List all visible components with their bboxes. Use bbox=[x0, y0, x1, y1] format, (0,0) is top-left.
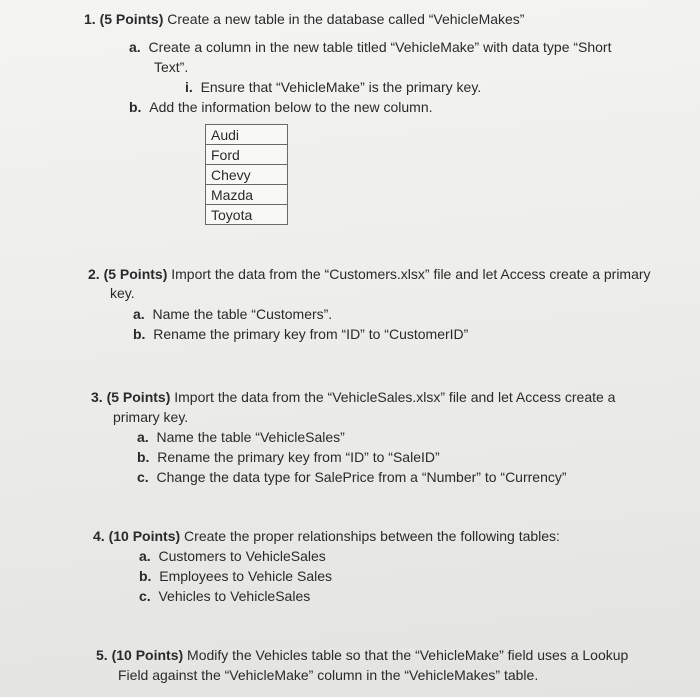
q2-continuation: key. bbox=[110, 285, 135, 301]
q3-continuation: primary key. bbox=[113, 409, 189, 425]
q3a-item bbox=[137, 428, 345, 446]
q3-points: (5 Points) bbox=[106, 389, 171, 405]
q2-text-1: Import the data from the “Customers.xlsx” file and let Access create a primary bbox=[167, 266, 651, 282]
q5-continuation: Field against the “VehicleMake” column in the “VehicleMakes” table. bbox=[118, 667, 539, 683]
q1b-letter: b. bbox=[129, 99, 142, 115]
q3b-letter: b. bbox=[137, 449, 150, 465]
q2-points: (5 Points) bbox=[103, 266, 168, 282]
q2b-item bbox=[133, 325, 468, 343]
q2-heading bbox=[88, 265, 651, 283]
q1a-item bbox=[129, 38, 612, 56]
q4c-letter: c. bbox=[139, 588, 151, 604]
table-cell: Chevy bbox=[206, 165, 288, 185]
q4c-text: Vehicles to VehicleSales bbox=[158, 588, 311, 604]
table-row bbox=[206, 185, 288, 205]
q2-number: 2. bbox=[88, 266, 100, 282]
q2b-letter: b. bbox=[133, 326, 146, 342]
q4-text: Create the proper relationships between the following tables: bbox=[180, 528, 560, 544]
q1b-text: Add the information below to the new column. bbox=[149, 99, 433, 115]
q1ai-text: Ensure that “VehicleMake” is the primary key. bbox=[200, 79, 482, 95]
table-cell: Audi bbox=[206, 125, 288, 145]
q4b-letter: b. bbox=[139, 568, 152, 584]
q2a-item bbox=[133, 305, 332, 323]
q1-heading bbox=[84, 10, 524, 28]
table-cell: Ford bbox=[206, 145, 288, 165]
q5-heading bbox=[96, 646, 628, 664]
q2b-text: Rename the primary key from “ID” to “CustomerID” bbox=[153, 326, 469, 342]
q1b-item bbox=[129, 98, 433, 116]
q4c-item bbox=[139, 587, 310, 605]
q4a-item bbox=[139, 547, 326, 565]
q3-text-1: Import the data from the “VehicleSales.xlsx” file and let Access create a bbox=[170, 389, 616, 405]
q5-points: (10 Points) bbox=[111, 647, 184, 663]
q4b-text: Employees to Vehicle Sales bbox=[159, 568, 332, 584]
q1ai-item bbox=[185, 78, 481, 96]
q3c-letter: c. bbox=[137, 469, 149, 485]
q1ai-letter: i. bbox=[185, 79, 193, 95]
q2a-letter: a. bbox=[133, 306, 145, 322]
q3c-text: Change the data type for SalePrice from a “Number” to “Currency” bbox=[156, 469, 567, 485]
table-row bbox=[206, 165, 288, 185]
q2a-text: Name the table “Customers”. bbox=[152, 306, 333, 322]
q4a-letter: a. bbox=[139, 548, 151, 564]
q3c-item bbox=[137, 468, 567, 486]
table-row bbox=[206, 145, 288, 165]
q1a-letter: a. bbox=[129, 39, 141, 55]
q1a-text-1: Create a column in the new table titled “VehicleMake” with data type “Short bbox=[148, 39, 612, 55]
table-cell: Mazda bbox=[206, 185, 288, 205]
table-row bbox=[206, 205, 288, 225]
vehicle-makes-table bbox=[205, 124, 288, 225]
q4-heading bbox=[93, 527, 560, 545]
q3b-text: Rename the primary key from “ID” to “SaleID” bbox=[157, 449, 440, 465]
q3a-text: Name the table “VehicleSales” bbox=[156, 429, 345, 445]
table-cell: Toyota bbox=[206, 205, 288, 225]
q3-number: 3. bbox=[91, 389, 103, 405]
q1-points: (5 Points) bbox=[99, 11, 164, 27]
q4b-item bbox=[139, 567, 332, 585]
q5-text-1: Modify the Vehicles table so that the “VehicleMake” field uses a Lookup bbox=[183, 647, 629, 663]
q1-text: Create a new table in the database called “VehicleMakes” bbox=[163, 11, 525, 27]
q4a-text: Customers to VehicleSales bbox=[158, 548, 326, 564]
q1a-continuation: Text”. bbox=[154, 59, 189, 75]
q3-heading bbox=[91, 388, 615, 406]
q4-points: (10 Points) bbox=[108, 528, 181, 544]
q1-number: 1. bbox=[84, 11, 96, 27]
q3a-letter: a. bbox=[137, 429, 149, 445]
q5-number: 5. bbox=[96, 647, 108, 663]
table-row bbox=[206, 125, 288, 145]
q4-number: 4. bbox=[93, 528, 105, 544]
q3b-item bbox=[137, 448, 440, 466]
